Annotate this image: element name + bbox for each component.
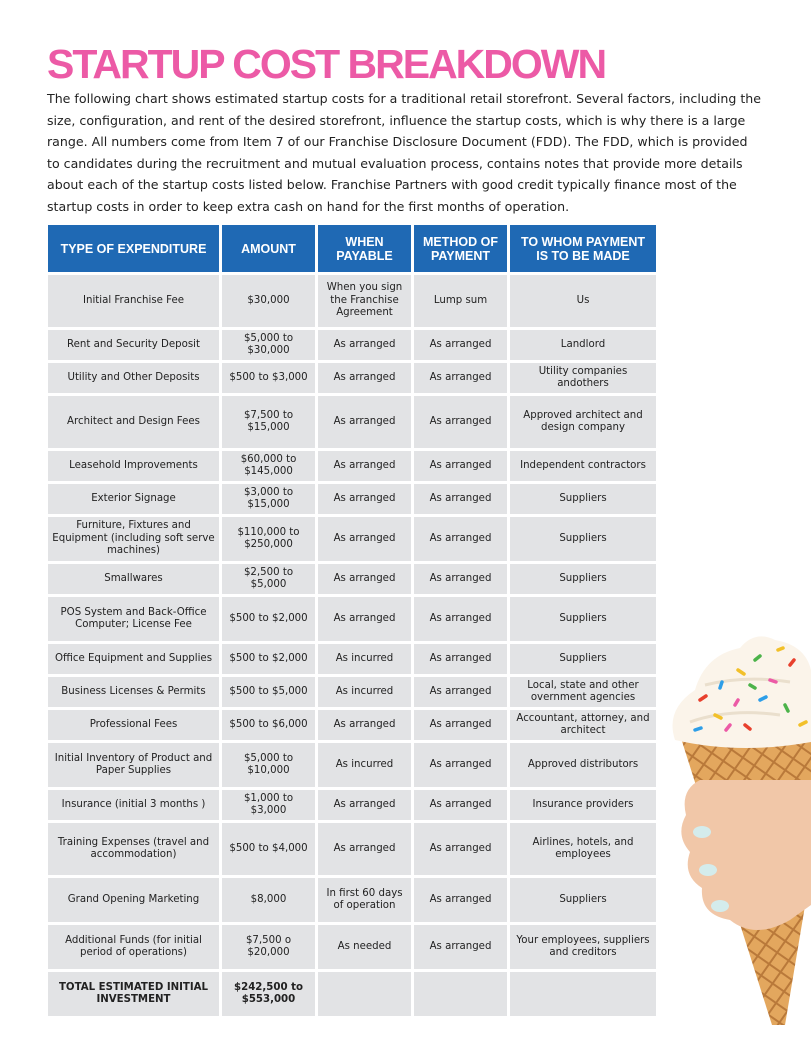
startup-cost-table xyxy=(45,222,659,1019)
cell-method: As arranged xyxy=(414,564,507,594)
cell-whom: Suppliers xyxy=(510,644,656,674)
cell-type: Initial Franchise Fee xyxy=(48,275,219,327)
cell-type: Grand Opening Marketing xyxy=(48,878,219,922)
cell-whom: Landlord xyxy=(510,330,656,360)
cell-type: Rent and Security Deposit xyxy=(48,330,219,360)
cell-amount: $7,500 to $15,000 xyxy=(222,396,315,448)
cell-when: As arranged xyxy=(318,597,411,641)
total-cell-whom xyxy=(510,972,656,1016)
cell-amount: $500 to $5,000 xyxy=(222,677,315,707)
cell-type: POS System and Back-Office Computer; License Fee xyxy=(48,597,219,641)
table-header-row xyxy=(48,225,656,272)
cell-type: Utility and Other Deposits xyxy=(48,363,219,393)
cell-type: Training Expenses (travel and accommodation) xyxy=(48,823,219,875)
table-row xyxy=(48,677,656,707)
total-cell-type: TOTAL ESTIMATED INITIAL INVESTMENT xyxy=(48,972,219,1016)
cell-method: As arranged xyxy=(414,517,507,561)
cell-amount: $500 to $4,000 xyxy=(222,823,315,875)
cell-whom: Us xyxy=(510,275,656,327)
cell-method: As arranged xyxy=(414,878,507,922)
cell-whom: Suppliers xyxy=(510,564,656,594)
cell-type: Architect and Design Fees xyxy=(48,396,219,448)
cell-method: As arranged xyxy=(414,823,507,875)
intro-paragraph: The following chart shows estimated startup costs for a traditional retail storefront. Several factors, including the size, configuration, and rent of the desired storefront, influence the startup costs, which is why there is a large range. All numbers come from Item 7 of our Franchise Disclosure Document (FDD). The FDD, which is provided to candidates during the recruitment and mutual evaluation process, contains notes that provide more details about each of the startup costs listed below. Franchise Partners with good credit typically finance most of the startup costs in order to keep extra cash on hand for the first months of operation. xyxy=(47,91,761,214)
cell-whom: Approved architect and design company xyxy=(510,396,656,448)
cell-type: Initial Inventory of Product and Paper Supplies xyxy=(48,743,219,787)
page-title: STARTUP COST BREAKDOWN xyxy=(47,41,606,87)
cell-method: As arranged xyxy=(414,597,507,641)
cell-when: As incurred xyxy=(318,644,411,674)
cell-type: Business Licenses & Permits xyxy=(48,677,219,707)
cell-when: As arranged xyxy=(318,710,411,740)
cell-amount: $60,000 to $145,000 xyxy=(222,451,315,481)
table-row xyxy=(48,878,656,922)
cell-type: Insurance (initial 3 months ) xyxy=(48,790,219,820)
total-cell-when xyxy=(318,972,411,1016)
cell-when: As arranged xyxy=(318,517,411,561)
cell-when: As arranged xyxy=(318,396,411,448)
header-method: METHOD OF PAYMENT xyxy=(414,225,507,272)
cell-whom: Suppliers xyxy=(510,597,656,641)
cell-amount: $5,000 to $10,000 xyxy=(222,743,315,787)
table-row xyxy=(48,743,656,787)
header-amount: AMOUNT xyxy=(222,225,315,272)
table-row xyxy=(48,823,656,875)
cell-method: As arranged xyxy=(414,451,507,481)
cell-amount: $3,000 to $15,000 xyxy=(222,484,315,514)
cell-amount: $1,000 to $3,000 xyxy=(222,790,315,820)
cell-method: As arranged xyxy=(414,710,507,740)
table-row xyxy=(48,925,656,969)
cell-method: As arranged xyxy=(414,790,507,820)
cell-whom: Insurance providers xyxy=(510,790,656,820)
table-row xyxy=(48,363,656,393)
cell-type: Additional Funds (for initial period of operations) xyxy=(48,925,219,969)
header-whom: TO WHOM PAYMENT IS TO BE MADE xyxy=(510,225,656,272)
cell-type: Office Equipment and Supplies xyxy=(48,644,219,674)
cell-amount: $110,000 to $250,000 xyxy=(222,517,315,561)
table-row xyxy=(48,330,656,360)
table-row xyxy=(48,710,656,740)
cell-amount: $2,500 to $5,000 xyxy=(222,564,315,594)
header-when: WHEN PAYABLE xyxy=(318,225,411,272)
cell-when: As arranged xyxy=(318,564,411,594)
cell-when: As incurred xyxy=(318,743,411,787)
cell-method: As arranged xyxy=(414,396,507,448)
cell-when: As arranged xyxy=(318,790,411,820)
table-row xyxy=(48,451,656,481)
cell-whom: Your employees, suppliers and creditors xyxy=(510,925,656,969)
cell-amount: $500 to $6,000 xyxy=(222,710,315,740)
cell-when: As arranged xyxy=(318,823,411,875)
cell-when: As incurred xyxy=(318,677,411,707)
ice-cream-cone-icon xyxy=(660,630,811,1030)
cell-whom: Local, state and other overnment agencies xyxy=(510,677,656,707)
cell-whom: Suppliers xyxy=(510,484,656,514)
table-row xyxy=(48,396,656,448)
cell-when: As arranged xyxy=(318,363,411,393)
cell-type: Professional Fees xyxy=(48,710,219,740)
cell-whom: Accountant, attorney, and architect xyxy=(510,710,656,740)
cell-type: Leasehold Improvements xyxy=(48,451,219,481)
cell-when: As needed xyxy=(318,925,411,969)
table-row xyxy=(48,517,656,561)
cell-amount: $7,500 o $20,000 xyxy=(222,925,315,969)
cell-amount: $5,000 to $30,000 xyxy=(222,330,315,360)
cell-amount: $8,000 xyxy=(222,878,315,922)
total-row xyxy=(48,972,656,1016)
cell-whom: Suppliers xyxy=(510,517,656,561)
cell-whom: Utility companies andothers xyxy=(510,363,656,393)
cell-whom: Suppliers xyxy=(510,878,656,922)
cell-method: As arranged xyxy=(414,925,507,969)
cell-amount: $30,000 xyxy=(222,275,315,327)
table-row xyxy=(48,597,656,641)
cell-method: As arranged xyxy=(414,743,507,787)
table-row xyxy=(48,564,656,594)
cell-method: As arranged xyxy=(414,484,507,514)
cell-type: Smallwares xyxy=(48,564,219,594)
cell-whom: Airlines, hotels, and employees xyxy=(510,823,656,875)
cell-whom: Independent contractors xyxy=(510,451,656,481)
cell-method: As arranged xyxy=(414,363,507,393)
total-cell-method xyxy=(414,972,507,1016)
cell-whom: Approved distributors xyxy=(510,743,656,787)
table-row xyxy=(48,484,656,514)
cell-method: Lump sum xyxy=(414,275,507,327)
cell-when: As arranged xyxy=(318,330,411,360)
table-row xyxy=(48,275,656,327)
cell-when: As arranged xyxy=(318,484,411,514)
cell-when: When you sign the Franchise Agreement xyxy=(318,275,411,327)
cell-type: Furniture, Fixtures and Equipment (including soft serve machines) xyxy=(48,517,219,561)
cell-when: In first 60 days of operation xyxy=(318,878,411,922)
cell-amount: $500 to $2,000 xyxy=(222,644,315,674)
cell-amount: $500 to $3,000 xyxy=(222,363,315,393)
cell-method: As arranged xyxy=(414,644,507,674)
cell-method: As arranged xyxy=(414,330,507,360)
header-type: TYPE OF EXPENDITURE xyxy=(48,225,219,272)
cell-amount: $500 to $2,000 xyxy=(222,597,315,641)
cell-method: As arranged xyxy=(414,677,507,707)
table-row xyxy=(48,790,656,820)
cell-type: Exterior Signage xyxy=(48,484,219,514)
total-cell-amount: $242,500 to $553,000 xyxy=(222,972,315,1016)
cell-when: As arranged xyxy=(318,451,411,481)
table-row xyxy=(48,644,656,674)
